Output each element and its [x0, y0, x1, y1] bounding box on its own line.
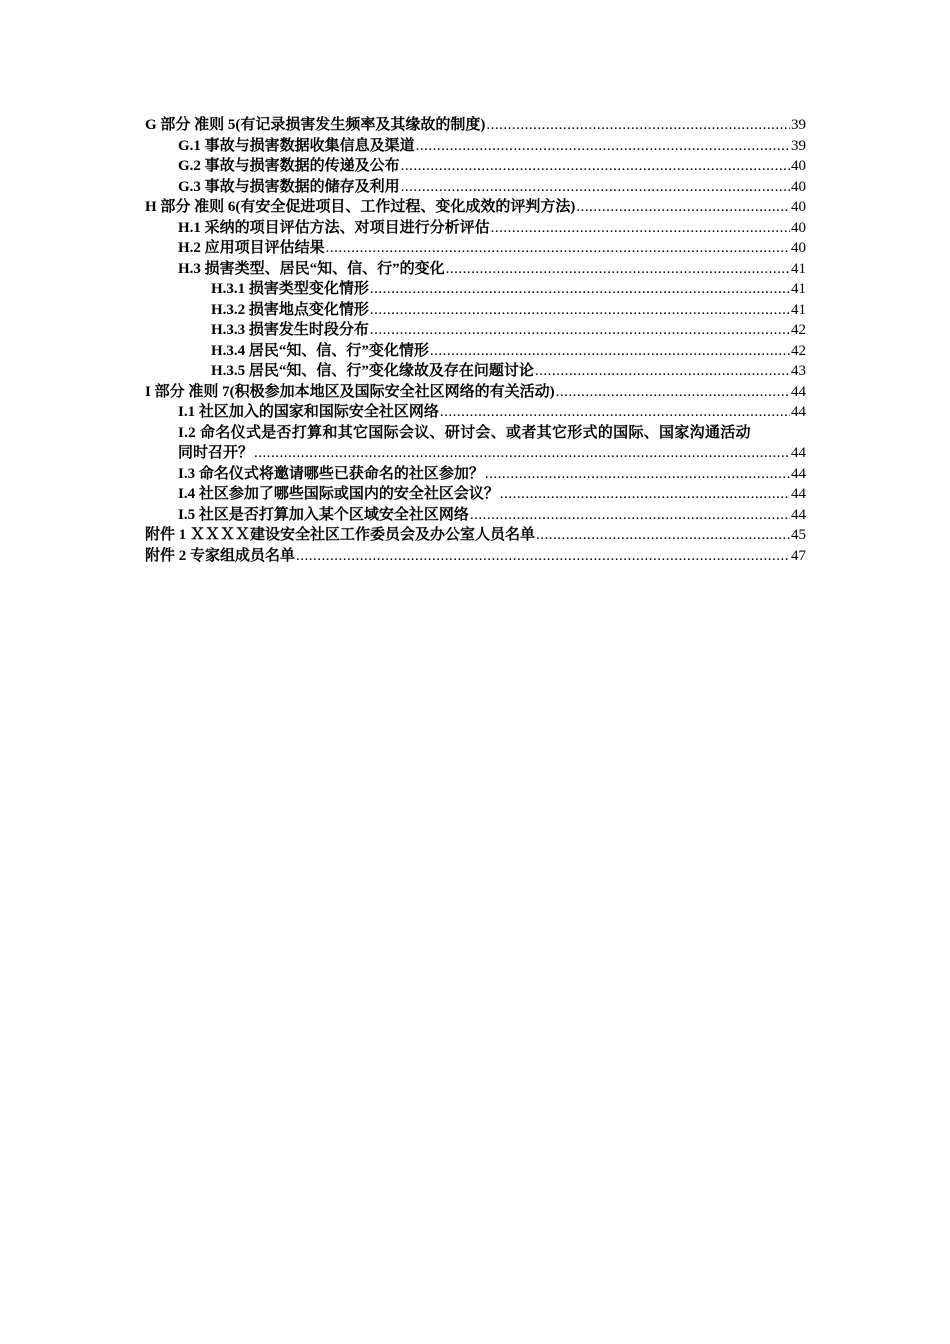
- toc-leader-dots: [430, 341, 790, 362]
- toc-entry[interactable]: [145, 402, 806, 423]
- toc-leader-dots: [485, 464, 790, 485]
- toc-entry-title: H.1 采纳的项目评估方法、对项目进行分析评估: [178, 219, 490, 236]
- toc-leader-dots: [486, 115, 790, 136]
- toc-leader-dots: [296, 546, 790, 567]
- toc-leader-dots: [576, 197, 790, 218]
- toc-entry[interactable]: [145, 423, 806, 464]
- toc-entry[interactable]: [145, 300, 806, 321]
- toc-leader-dots: [370, 320, 790, 341]
- toc-page-number: 39: [791, 117, 806, 133]
- toc-entry[interactable]: [145, 177, 806, 198]
- toc-page-number: 44: [791, 383, 806, 400]
- toc-entry-second-line: [178, 443, 806, 464]
- toc-entry-title: H 部分 准则 6(有安全促进项目、工作过程、变化成效的评判方法): [145, 199, 576, 215]
- toc-entry[interactable]: [145, 361, 806, 382]
- toc-leader-dots: [401, 156, 790, 177]
- toc-page-number: 39: [791, 137, 806, 154]
- toc-leader-dots: [416, 136, 790, 157]
- toc-page-number: 42: [791, 342, 806, 359]
- toc-leader-dots: [491, 218, 790, 239]
- toc-page-number: 41: [791, 281, 806, 297]
- toc-entry-title: I.5 社区是否打算加入某个区域安全社区网络: [178, 506, 469, 523]
- toc-entry-title: G 部分 准则 5(有记录损害发生频率及其缘故的制度): [145, 117, 486, 133]
- toc-entry[interactable]: [145, 197, 806, 218]
- toc-entry-title: G.3 事故与损害数据的储存及利用: [178, 178, 400, 195]
- toc-leader-dots: [556, 382, 790, 403]
- toc-page-number: 43: [791, 363, 806, 379]
- toc-leader-dots: [446, 259, 790, 280]
- toc-leader-dots: [535, 361, 790, 382]
- toc-entry[interactable]: [145, 238, 806, 259]
- toc-entry-title: 附件 2 专家组成员名单: [145, 547, 296, 564]
- toc-page-number: 44: [791, 506, 806, 523]
- toc-entry-title: H.3.3 损害发生时段分布: [211, 322, 369, 338]
- toc-leader-dots: [470, 505, 790, 526]
- toc-entry-first-line: [178, 423, 806, 444]
- toc-entry[interactable]: [145, 136, 806, 157]
- toc-entry[interactable]: [145, 279, 806, 300]
- toc-entry-title: I.1 社区加入的国家和国际安全社区网络: [178, 404, 439, 420]
- toc-entry-title: I.3 命名仪式将邀请哪些已获命名的社区参加？: [178, 465, 484, 482]
- toc-leader-dots: [500, 484, 790, 505]
- toc-page-number: 47: [791, 547, 806, 564]
- toc-page-number: 44: [791, 445, 806, 461]
- toc-entry[interactable]: [145, 115, 806, 136]
- toc-entry-title: I 部分 准则 7(积极参加本地区及国际安全社区网络的有关活动): [145, 383, 555, 400]
- toc-leader-dots: [536, 525, 790, 546]
- toc-entry-title: H.3 损害类型、居民“知、信、行”的变化: [178, 260, 445, 277]
- toc-page-number: 40: [791, 178, 806, 195]
- toc-entry[interactable]: [145, 525, 806, 546]
- toc-entry-title: H.2 应用项目评估结果: [178, 240, 325, 256]
- toc-page-number: 42: [791, 322, 806, 338]
- toc-entry[interactable]: [145, 259, 806, 280]
- toc-leader-dots: [370, 279, 790, 300]
- toc-leader-dots: [326, 238, 790, 259]
- toc-leader-dots: [440, 402, 790, 423]
- toc-entry[interactable]: [145, 484, 806, 505]
- table-of-contents: [145, 115, 806, 566]
- toc-entry[interactable]: [145, 382, 806, 403]
- toc-entry-title: I.4 社区参加了哪些国际或国内的安全社区会议？: [178, 486, 499, 502]
- toc-page-number: 41: [791, 301, 806, 318]
- toc-page-number: 44: [791, 465, 806, 482]
- toc-entry[interactable]: [145, 464, 806, 485]
- toc-entry-title: H.3.5 居民“知、信、行”变化缘故及存在问题讨论: [211, 363, 534, 379]
- toc-page-number: 40: [791, 158, 806, 174]
- toc-entry-title: G.1 事故与损害数据收集信息及渠道: [178, 137, 415, 154]
- toc-page-number: 44: [791, 486, 806, 502]
- toc-entry[interactable]: [145, 505, 806, 526]
- toc-entry-title: H.3.1 损害类型变化情形: [211, 281, 369, 297]
- toc-entry-title-continued: 同时召开？: [178, 445, 254, 461]
- toc-page-number: 41: [791, 260, 806, 277]
- toc-leader-dots: [254, 443, 790, 464]
- toc-entry-title: 附件 1 ＸＸＸＸ建设安全社区工作委员会及办公室人员名单: [145, 527, 536, 543]
- toc-entry[interactable]: [145, 156, 806, 177]
- toc-entry[interactable]: [145, 546, 806, 567]
- toc-page-number: 40: [791, 240, 806, 256]
- toc-entry[interactable]: [145, 320, 806, 341]
- toc-entry[interactable]: [145, 341, 806, 362]
- toc-page-number: 45: [791, 527, 806, 543]
- toc-entry-title: I.2 命名仪式是否打算和其它国际会议、研讨会、或者其它形式的国际、国家沟通活动: [178, 424, 751, 441]
- toc-entry-title: G.2 事故与损害数据的传递及公布: [178, 158, 400, 174]
- toc-entry[interactable]: [145, 218, 806, 239]
- toc-page-number: 40: [791, 219, 806, 236]
- toc-entry-title: H.3.2 损害地点变化情形: [211, 301, 369, 318]
- toc-page-number: 44: [791, 404, 806, 420]
- toc-page-number: 40: [791, 199, 806, 215]
- toc-leader-dots: [401, 177, 790, 198]
- toc-leader-dots: [370, 300, 790, 321]
- toc-entry-title: H.3.4 居民“知、信、行”变化情形: [211, 342, 429, 359]
